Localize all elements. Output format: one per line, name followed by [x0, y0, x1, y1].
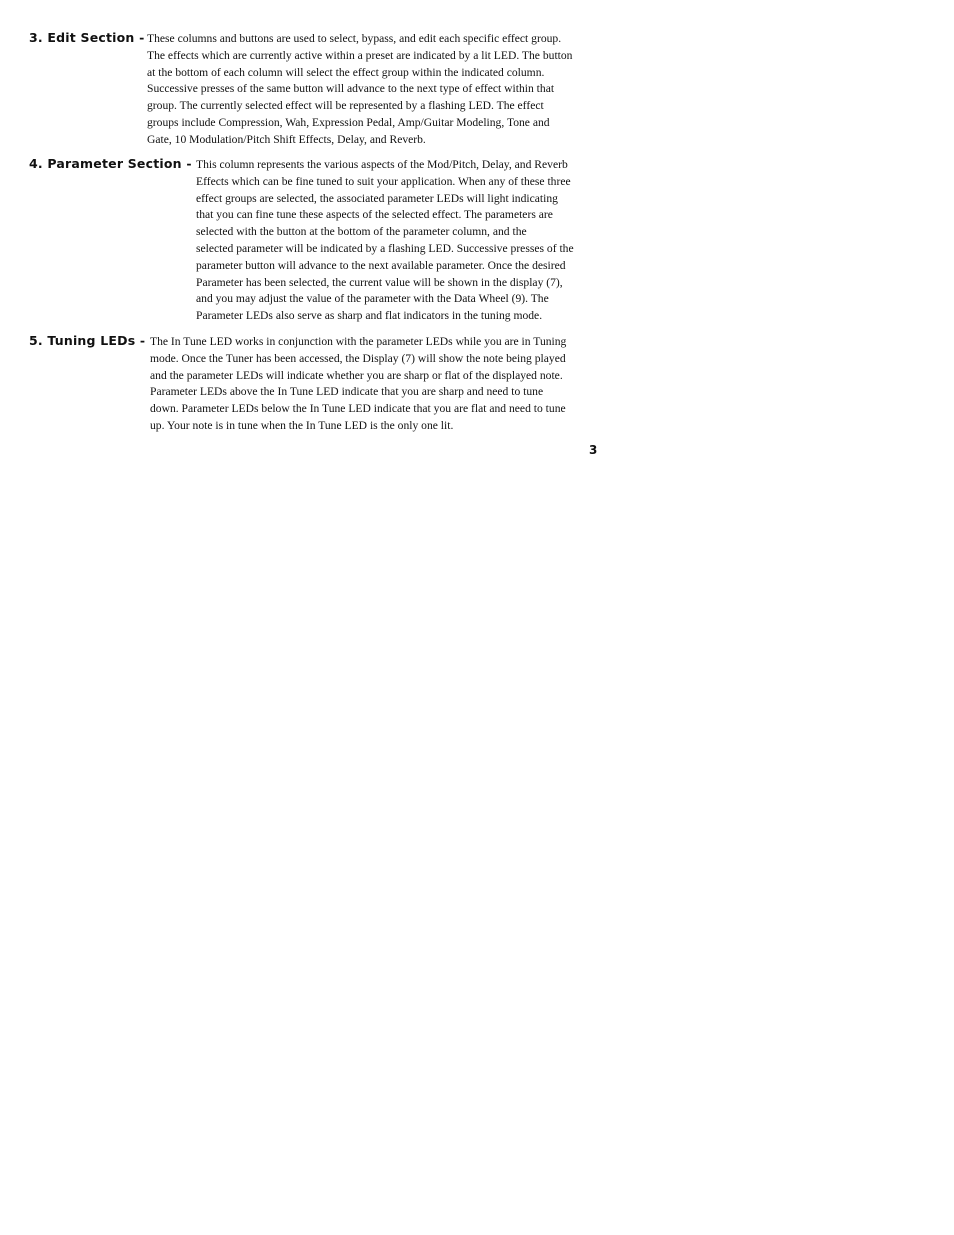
section-heading-tuning-leds: 5. Tuning LEDs -: [29, 333, 146, 348]
body-line: The effects which are currently active within a preset are indicated by a lit LED. The button: [147, 48, 573, 62]
body-line: Gate, 10 Modulation/Pitch Shift Effects, Delay, and Reverb.: [147, 132, 426, 146]
page-number: 3: [589, 443, 598, 457]
section-body-edit: [147, 31, 572, 149]
body-line: Parameter has been selected, the current value will be shown in the display (7),: [196, 275, 563, 289]
body-line: Effects which can be fine tuned to suit your application. When any of these three: [196, 174, 571, 188]
body-line: group. The currently selected effect will be represented by a flashing LED. The effect: [147, 99, 544, 113]
body-line: The In Tune LED works in conjunction with the parameter LEDs while you are in Tuning: [150, 335, 567, 348]
section-heading-parameter: 4. Parameter Section -: [29, 156, 192, 171]
body-line: Parameter LEDs also serve as sharp and flat indicators in the tuning mode.: [196, 309, 543, 323]
body-line: and you may adjust the value of the parameter with the Data Wheel (9). The: [196, 292, 549, 306]
body-line: This column represents the various aspects of the Mod/Pitch, Delay, and Reverb: [196, 158, 568, 171]
body-line: effect groups are selected, the associated parameter LEDs will light indicating: [196, 191, 558, 205]
body-line: down. Parameter LEDs below the In Tune LED indicate that you are flat and need to tune: [150, 402, 566, 416]
body-line: groups include Compression, Wah, Expression Pedal, Amp/Guitar Modeling, Tone and: [147, 115, 550, 129]
body-line: and the parameter LEDs will indicate whether you are sharp or flat of the displayed note.: [150, 368, 563, 382]
section-body-parameter: [196, 157, 574, 325]
body-line: selected parameter will be indicated by a flashing LED. Successive presses of the: [196, 241, 574, 255]
body-line: selected with the button at the bottom of the parameter column, and the: [196, 225, 527, 239]
body-line: Successive presses of the same button will advance to the next type of effect within that: [147, 82, 555, 96]
body-line: mode. Once the Tuner has been accessed, the Display (7) will show the note being played: [150, 351, 566, 365]
body-line: These columns and buttons are used to select, bypass, and edit each specific effect group.: [147, 32, 562, 45]
body-line: parameter button will advance to the next available parameter. Once the desired: [196, 258, 566, 272]
body-line: that you can fine tune these aspects of the selected effect. The parameters are: [196, 208, 553, 222]
section-heading-edit: 3. Edit Section -: [29, 30, 145, 45]
body-line: at the bottom of each column will select the effect group within the indicated column.: [147, 65, 545, 79]
body-line: Parameter LEDs above the In Tune LED indicate that you are sharp and need to tune: [150, 385, 544, 399]
body-line: up. Your note is in tune when the In Tune LED is the only one lit.: [150, 418, 454, 432]
section-body-tuning-leds: [150, 334, 566, 435]
